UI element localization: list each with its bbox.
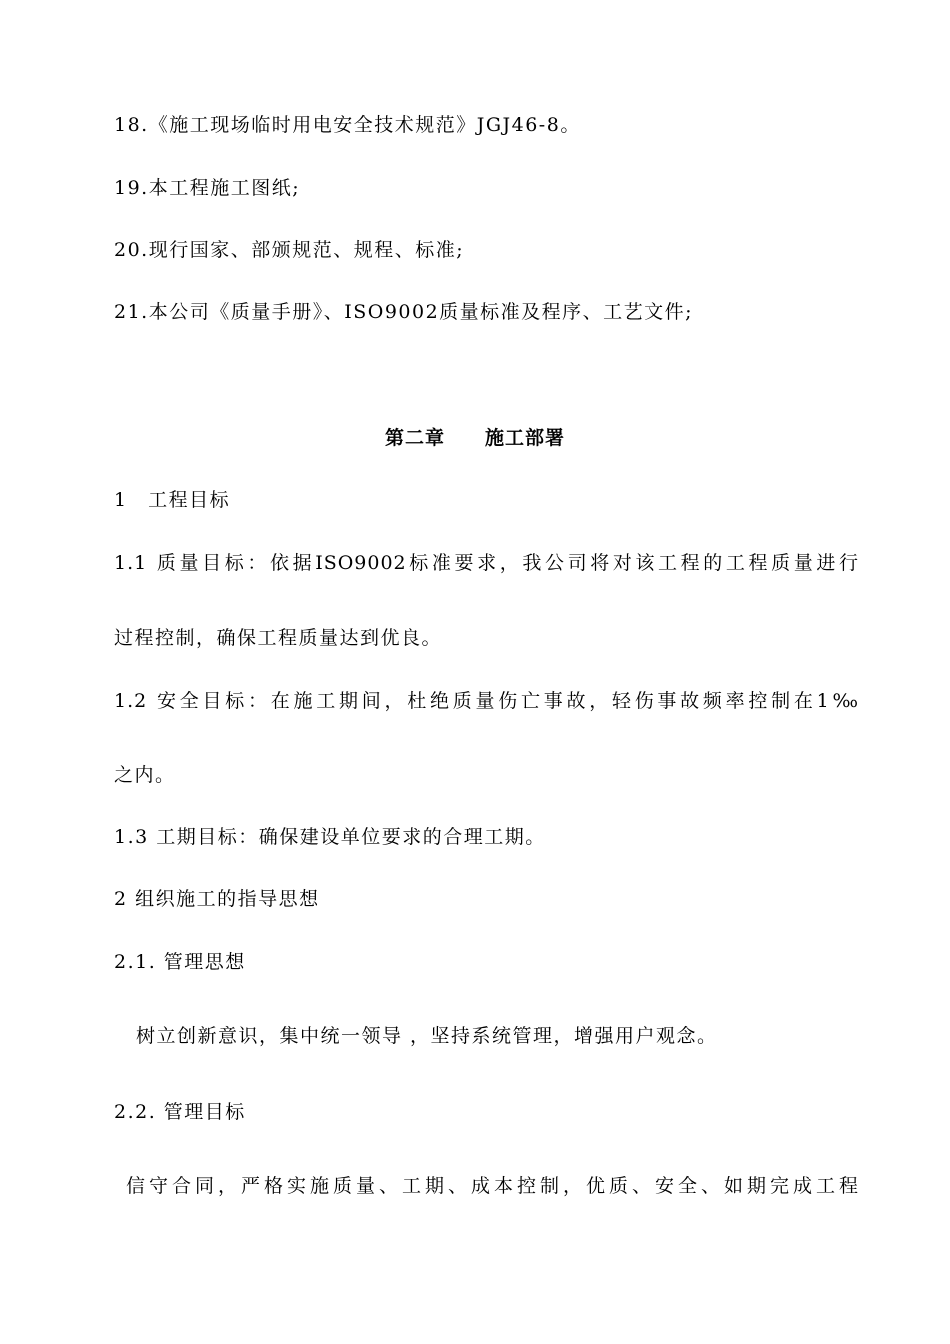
section-2-1-heading: 2.1. 管理思想 bbox=[114, 951, 246, 973]
section-2-2-heading: 2.2. 管理目标 bbox=[114, 1101, 246, 1123]
section-2-2-body: 信守合同，严格实施质量、工期、成本控制，优质、安全、如期完成工程 bbox=[126, 1175, 859, 1197]
chapter-title: 第二章 施工部署 bbox=[384, 427, 565, 449]
section-1-heading: 1 工程目标 bbox=[114, 489, 231, 511]
section-1-1-line-2: 过程控制，确保工程质量达到优良。 bbox=[114, 627, 443, 649]
section-1-2-line-2: 之内。 bbox=[114, 764, 176, 786]
section-2-1-body: 树立创新意识，集中统一领导 ，坚持系统管理，增强用户观念。 bbox=[136, 1025, 718, 1047]
reference-item-21: 21.本公司《质量手册》、ISO9002质量标准及程序、工艺文件; bbox=[114, 301, 694, 323]
reference-item-20: 20.现行国家、部颁规范、规程、标准; bbox=[114, 239, 465, 261]
reference-item-18: 18.《施工现场临时用电安全技术规范》JGJ46-8。 bbox=[114, 114, 581, 136]
section-1-3: 1.3 工期目标：确保建设单位要求的合理工期。 bbox=[114, 826, 546, 848]
section-2-heading: 2 组织施工的指导思想 bbox=[114, 888, 320, 910]
section-1-2-line-1: 1.2 安全目标：在施工期间，杜绝质量伤亡事故，轻伤事故频率控制在1‰ bbox=[114, 690, 859, 712]
section-1-1-line-1: 1.1 质量目标：依据ISO9002标准要求，我公司将对该工程的工程质量进行 bbox=[114, 552, 859, 574]
reference-item-19: 19.本工程施工图纸; bbox=[114, 177, 301, 199]
